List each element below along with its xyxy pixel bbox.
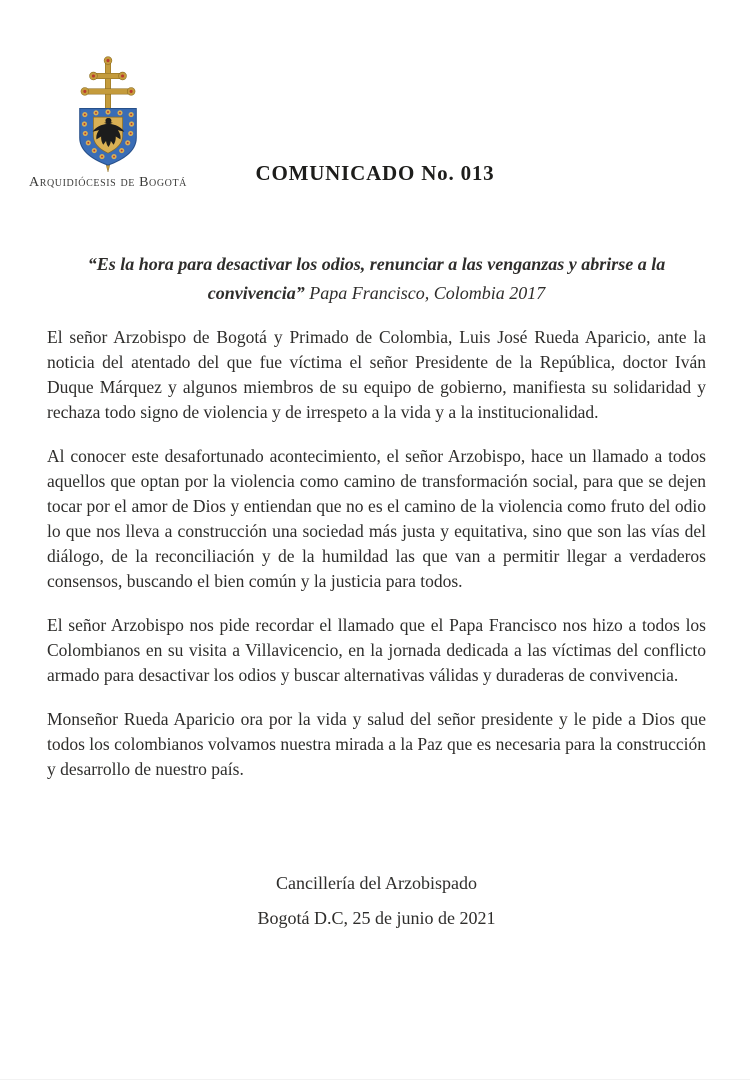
- paragraph-3: El señor Arzobispo nos pide recordar el llamado que el Papa Francisco nos hizo a todos los Colombianos en su visita a Villavicencio, en la jornada dedicada a las víctimas del conflicto armado para desactivar los odios y buscar alternativas válidas y duraderas de convivencia.: [47, 615, 706, 685]
- quote-block: [47, 250, 706, 308]
- body-text: [47, 325, 706, 782]
- quote-attribution: Papa Francisco, Colombia 2017: [309, 283, 546, 303]
- paragraph-1: El señor Arzobispo de Bogotá y Primado de Colombia, Luis José Rueda Aparicio, ante la noticia del atentado del que fue víctima el señor Presidente de la República, doctor Iván Duque Márquez y algunos miembros de su equipo de gobierno, manifiesta su solidaridad y rechaza todo signo de violencia y de irrespeto a la vida y a la institucionalidad.: [47, 327, 706, 422]
- document-footer: [47, 866, 706, 936]
- paragraph-4: Monseñor Rueda Aparicio ora por la vida y salud del señor presidente y le pide a Dios que todos los colombianos volvamos nuestra mirada a la Paz que es necesaria para la construcción y desarrollo de nuestro país.: [47, 709, 706, 779]
- document-title: COMUNICADO No. 013: [255, 161, 495, 185]
- paragraph-2: Al conocer este desafortunado acontecimiento, el señor Arzobispo, hace un llamado a todos aquellos que optan por la violencia como camino de transformación social, para que se dejen tocar por el amor de Dios y entiendan que no es el camino de la violencia como fruto del odio lo que nos lleva a construcción una sociedad más justa y equitativa, sino que son las vías del diálogo, de la reconciliación y de la humildad las que van a permitir llegar a verdaderos consensos, buscando el bien común y la justicia para todos.: [47, 446, 706, 591]
- footer-signature: Cancillería del Arzobispado: [276, 873, 477, 893]
- footer-date: Bogotá D.C, 25 de junio de 2021: [257, 908, 496, 928]
- crest-cross: [81, 57, 135, 111]
- org-name-label: Arquidiócesis de Bogotá: [28, 175, 188, 190]
- document-content: [47, 250, 706, 936]
- archdiocese-crest-icon: [65, 52, 151, 172]
- quote-text: “Es la hora para desactivar los odios, renunciar a las venganzas y abrirse a la convivencia”: [87, 254, 666, 303]
